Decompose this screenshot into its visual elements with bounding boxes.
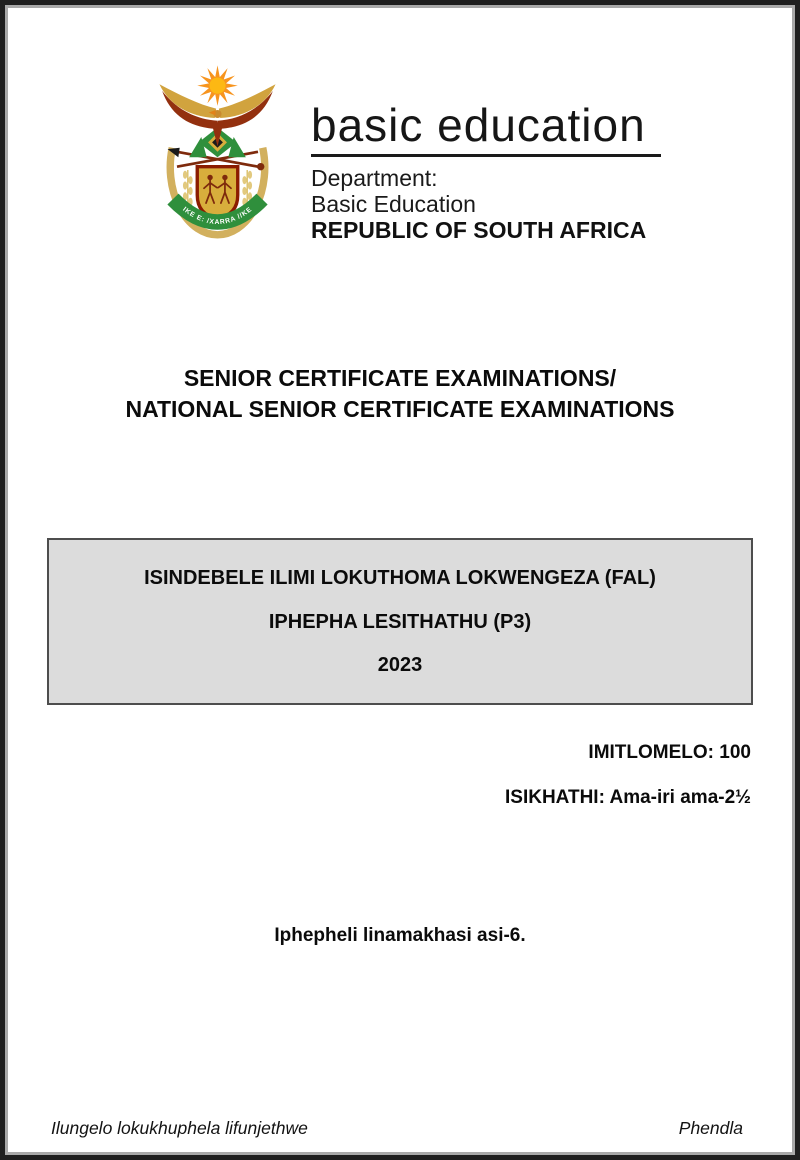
turn-over-note: Phendla [678, 1118, 743, 1138]
exam-heading-line2: NATIONAL SENIOR CERTIFICATE EXAMINATIONS [125, 396, 675, 422]
footer [51, 1118, 743, 1139]
exam-heading-line1: SENIOR CERTIFICATE EXAMINATIONS/ [183, 365, 617, 391]
exam-heading [5, 363, 795, 425]
time-line: ISIKHATHI: Ama-iri ama-2½ [505, 787, 751, 808]
logo-block [150, 60, 661, 249]
motto-text: IKE E: /XARRA //KE [181, 205, 254, 227]
exam-year: 2023 [377, 654, 423, 676]
copyright-note: Ilungelo lokukhuphela lifunjethwe [51, 1118, 308, 1138]
shield-icon [197, 167, 238, 219]
logo-text-block [311, 99, 661, 243]
exam-info [505, 742, 751, 809]
paper-title: IPHEPHA LESITHATHU (P3) [268, 610, 532, 633]
subject-title: ISINDEBELE ILIMI LOKUTHOMA LOKWENGEZA (FAL) [144, 567, 656, 589]
pages-note: Iphepheli linamakhasi asi-6. [274, 925, 526, 946]
subject-box [47, 538, 753, 705]
department-name: Basic Education [311, 191, 476, 217]
wordmark-rule [311, 154, 661, 157]
wordmark: basic education [311, 99, 646, 151]
sun-icon [197, 65, 238, 106]
south-africa-coat-of-arms-icon [150, 60, 285, 249]
marks-line: IMITLOMELO: 100 [588, 742, 751, 763]
country-name: REPUBLIC OF SOUTH AFRICA [311, 217, 647, 243]
department-label: Department: [311, 165, 438, 191]
